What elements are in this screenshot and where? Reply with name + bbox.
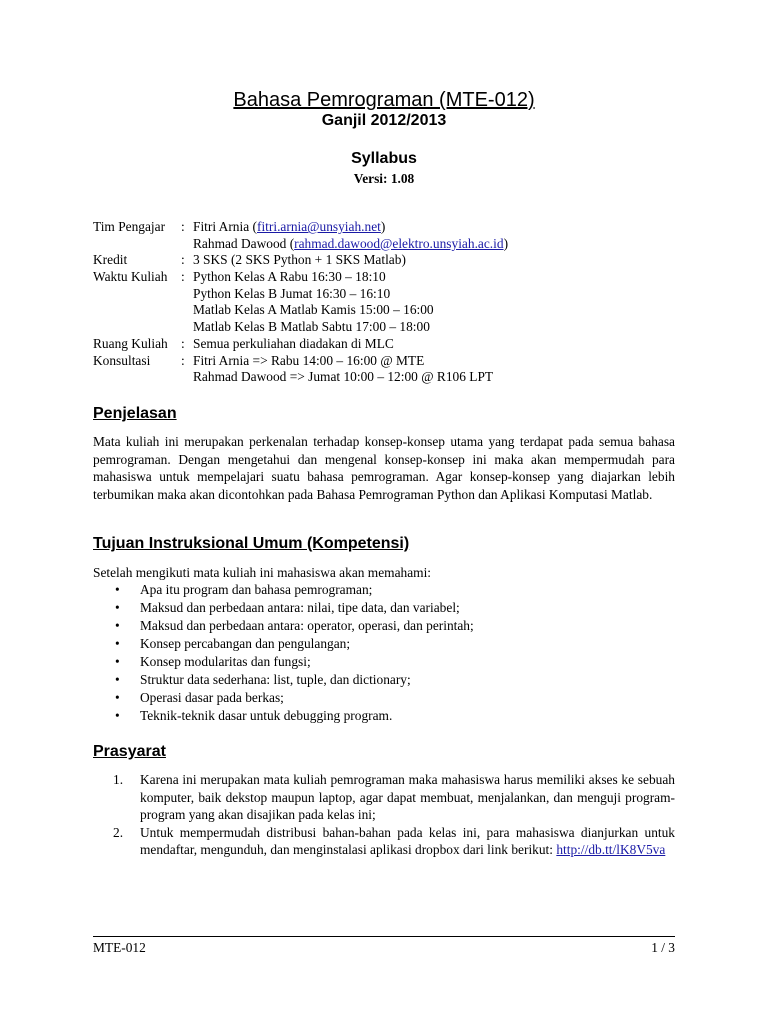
list-item-text: Teknik-teknik dasar untuk debugging program.	[140, 708, 393, 723]
item-text-wrapper	[140, 824, 675, 859]
list-item-text: Operasi dasar pada berkas;	[140, 690, 284, 705]
penjelasan-paragraph: Mata kuliah ini merupakan perkenalan terhadap konsep-konsep utama yang terdapat pada semua bahasa pemrograman. Dengan mengetahui dan mengenal konsep-konsep ini maka akan mempermudah para mahasiswa untuk mempelajari suatu bahasa pemrograman. Agar konsep-konsep yang diajarkan lebih terbumikan maka akan dicontohkan pada Bahasa Pemrograman Python dan Aplikasi Komputasi Matlab.	[93, 434, 675, 502]
list-item-text: Apa itu program dan bahasa pemrograman;	[140, 582, 373, 597]
list-item	[93, 653, 675, 671]
room-value: Semua perkuliahan diadakan di MLC	[193, 335, 394, 351]
item-number: 2.	[113, 824, 124, 840]
info-row-consult-2	[93, 369, 693, 386]
info-row-time-4	[93, 319, 693, 336]
team-member-1-name: Fitri Arnia (	[193, 219, 257, 234]
bullet-icon: •	[115, 618, 120, 633]
list-item-text: Konsep percabangan dan pengulangan;	[140, 636, 351, 651]
dropbox-link[interactable]: http://db.tt/lK8V5va	[556, 842, 666, 857]
info-row-team-2	[93, 236, 693, 253]
time-slot-3: Matlab Kelas A Matlab Kamis 15:00 – 16:00	[193, 302, 434, 318]
info-row-time	[93, 269, 693, 286]
item-text: Karena ini merupakan mata kuliah pemrograman maka mahasiswa harus memiliki akses ke sebuah komputer, baik dekstop maupun laptop, agar dapat membuat, menjalankan, dan menguji program-program yang akan disajikan pada kelas ini;	[140, 772, 675, 822]
document-subtitle: Ganjil 2012/2013	[321, 112, 447, 129]
credit-value: 3 SKS (2 SKS Python + 1 SKS Matlab)	[193, 252, 406, 268]
list-item	[93, 617, 675, 635]
section-heading-tujuan: Tujuan Instruksional Umum (Kompetensi)	[93, 535, 410, 552]
time-slot-1: Python Kelas A Rabu 16:30 – 18:10	[193, 269, 386, 285]
credit-label: Kredit	[93, 252, 128, 268]
course-info	[93, 219, 693, 386]
time-slot-4: Matlab Kelas B Matlab Sabtu 17:00 – 18:00	[193, 319, 430, 335]
info-separator: :	[181, 335, 185, 351]
footer-page-number: 1 / 3	[651, 940, 675, 955]
document-title: Bahasa Pemrograman (MTE-012)	[233, 89, 535, 111]
section-heading-prasyarat: Prasyarat	[93, 743, 166, 760]
time-label: Waktu Kuliah	[93, 269, 168, 285]
info-row-room	[93, 336, 693, 353]
bullet-icon: •	[115, 600, 120, 615]
team-label: Tim Pengajar	[93, 219, 166, 234]
list-item	[93, 671, 675, 689]
prasyarat-list	[93, 771, 675, 859]
item-text: Untuk mempermudah distribusi bahan-bahan pada kelas ini, para mahasiswa dianjurkan untuk mendaftar, mengunduh, dan menginstalasi aplikasi dropbox dari link berikut:	[140, 824, 675, 857]
team-member-2-name: Rahmad Dawood (	[193, 235, 295, 251]
close-paren: )	[503, 235, 509, 251]
team-member-2-email-link[interactable]: rahmad.dawood@elektro.unsyiah.ac.id	[294, 235, 504, 251]
info-separator: :	[181, 252, 185, 268]
room-label: Ruang Kuliah	[93, 335, 168, 351]
time-slot-2: Python Kelas B Jumat 16:30 – 16:10	[193, 285, 391, 301]
team-member-1-email-link[interactable]: fitri.arnia@unsyiah.net	[256, 219, 381, 234]
info-separator: :	[181, 219, 185, 234]
info-separator: :	[181, 269, 185, 285]
numbered-item-1	[93, 771, 675, 824]
info-separator: :	[181, 352, 185, 368]
footer-course-code: MTE-012	[93, 940, 146, 955]
info-row-consult	[93, 353, 693, 370]
list-item	[93, 635, 675, 653]
tujuan-intro: Setelah mengikuti mata kuliah ini mahasiswa akan memahami:	[93, 565, 432, 580]
document-version: Versi: 1.08	[353, 171, 415, 186]
close-paren: )	[380, 219, 386, 234]
tujuan-list	[93, 581, 675, 725]
list-item	[93, 689, 675, 707]
bullet-icon: •	[115, 672, 120, 687]
info-row-team	[93, 219, 693, 236]
info-row-time-3	[93, 302, 693, 319]
team-member-1	[193, 219, 385, 236]
info-row-credit	[93, 252, 693, 269]
bullet-icon: •	[115, 708, 120, 723]
footer-divider	[93, 936, 675, 937]
team-member-2	[193, 236, 508, 253]
list-item	[93, 599, 675, 617]
section-heading-penjelasan: Penjelasan	[93, 405, 177, 422]
bullet-icon: •	[115, 582, 120, 597]
bullet-icon: •	[115, 636, 120, 651]
consult-slot-1: Fitri Arnia => Rabu 14:00 – 16:00 @ MTE	[193, 352, 425, 368]
document-type: Syllabus	[351, 150, 417, 167]
list-item	[93, 581, 675, 599]
info-row-time-2	[93, 286, 693, 303]
list-item-text: Maksud dan perbedaan antara: nilai, tipe data, dan variabel;	[140, 600, 460, 615]
list-item-text: Struktur data sederhana: list, tuple, dan dictionary;	[140, 672, 411, 687]
list-item-text: Maksud dan perbedaan antara: operator, operasi, dan perintah;	[140, 618, 474, 633]
consult-label: Konsultasi	[93, 352, 151, 368]
item-number: 1.	[113, 772, 124, 787]
bullet-icon: •	[115, 690, 120, 705]
bullet-icon: •	[115, 654, 120, 669]
list-item	[93, 707, 675, 725]
list-item-text: Konsep modularitas dan fungsi;	[140, 654, 311, 669]
numbered-item-2	[93, 824, 675, 859]
consult-slot-2: Rahmad Dawood => Jumat 10:00 – 12:00 @ R106 LPT	[193, 369, 494, 385]
